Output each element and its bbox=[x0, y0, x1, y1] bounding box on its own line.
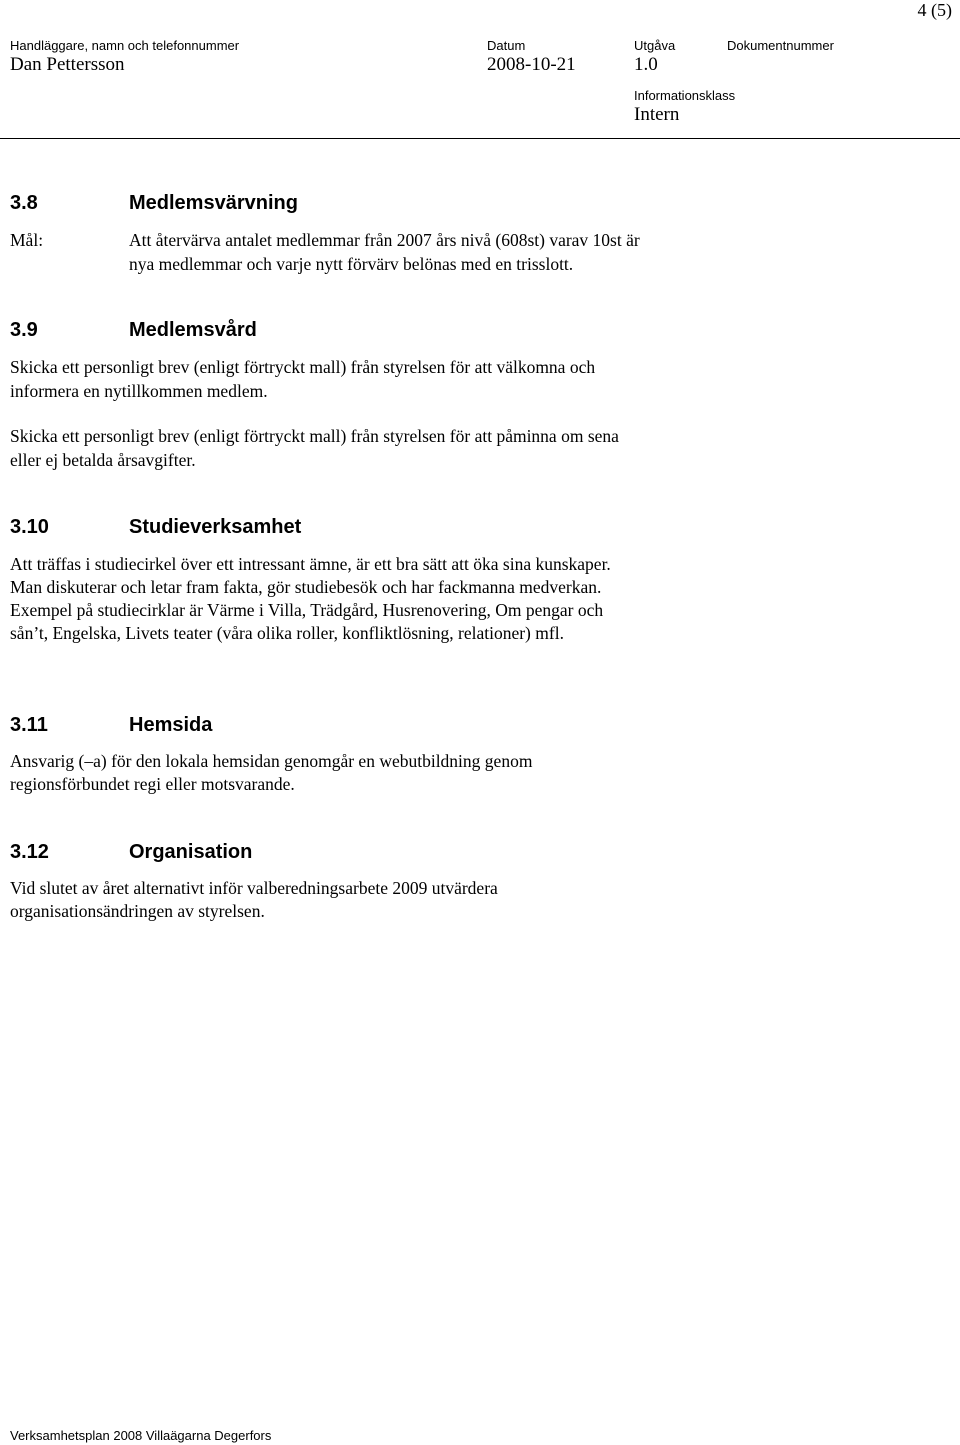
docnum-label: Dokumentnummer bbox=[727, 38, 834, 53]
date-label: Datum bbox=[487, 38, 526, 53]
paragraph-line: Skicka ett personligt brev (enligt förtryckt mall) från styrelsen för att välkomna och bbox=[10, 357, 596, 377]
infoclass-label: Informationsklass bbox=[634, 88, 736, 103]
paragraph-line: Skicka ett personligt brev (enligt förtryckt mall) från styrelsen för att påminna om sena bbox=[10, 426, 619, 446]
goal-line-2: nya medlemmar och varje nytt förvärv belönas med en trisslott. bbox=[129, 254, 574, 274]
paragraph-line: Att träffas i studiecirkel över ett intressant ämne, är ett bra sätt att öka sina kunskaper. bbox=[10, 554, 611, 574]
paragraph-line: organisationsändringen av styrelsen. bbox=[10, 901, 265, 921]
section-number: 3.11 bbox=[10, 714, 48, 736]
paragraph-line: informera en nytillkommen medlem. bbox=[10, 381, 268, 401]
section-title: Medlemsvård bbox=[129, 319, 257, 341]
goal-line-1: Att återvärva antalet medlemmar från 2007 års nivå (608st) varav 10st är bbox=[129, 230, 640, 250]
handler-label: Handläggare, namn och telefonnummer bbox=[10, 38, 240, 53]
edition-label: Utgåva bbox=[634, 38, 676, 53]
paragraph-line: Exempel på studiecirklar är Värme i Villa, Trädgård, Husrenovering, Om pengar och bbox=[10, 600, 604, 620]
section-number: 3.12 bbox=[10, 841, 49, 863]
section-title: Medlemsvärvning bbox=[129, 192, 298, 214]
paragraph-line: regionsförbundet regi eller motsvarande. bbox=[10, 774, 295, 794]
section-number: 3.10 bbox=[10, 516, 49, 538]
section-title: Organisation bbox=[129, 841, 253, 863]
paragraph-line: eller ej betalda årsavgifter. bbox=[10, 450, 196, 470]
infoclass-value: Intern bbox=[634, 104, 680, 125]
goal-label: Mål: bbox=[10, 230, 44, 250]
section-number: 3.9 bbox=[10, 319, 38, 341]
section-number: 3.8 bbox=[10, 192, 38, 214]
section-title: Studieverksamhet bbox=[129, 516, 302, 538]
footer-text: Verksamhetsplan 2008 Villaägarna Degerfors bbox=[10, 1428, 272, 1443]
page-number: 4 (5) bbox=[917, 0, 952, 20]
edition-value: 1.0 bbox=[634, 54, 658, 75]
handler-value: Dan Pettersson bbox=[10, 54, 125, 75]
paragraph-line: sån’t, Engelska, Livets teater (våra olika roller, konfliktlösning, relationer) mfl. bbox=[10, 623, 564, 643]
date-value: 2008-10-21 bbox=[487, 54, 576, 75]
header-divider bbox=[0, 138, 960, 139]
section-title: Hemsida bbox=[129, 714, 213, 736]
paragraph-line: Ansvarig (–a) för den lokala hemsidan genomgår en webutbildning genom bbox=[10, 751, 533, 771]
paragraph-line: Man diskuterar och letar fram fakta, gör studiebesök och har fackmanna medverkan. bbox=[10, 577, 602, 597]
paragraph-line: Vid slutet av året alternativt inför valberedningsarbete 2009 utvärdera bbox=[10, 878, 498, 898]
